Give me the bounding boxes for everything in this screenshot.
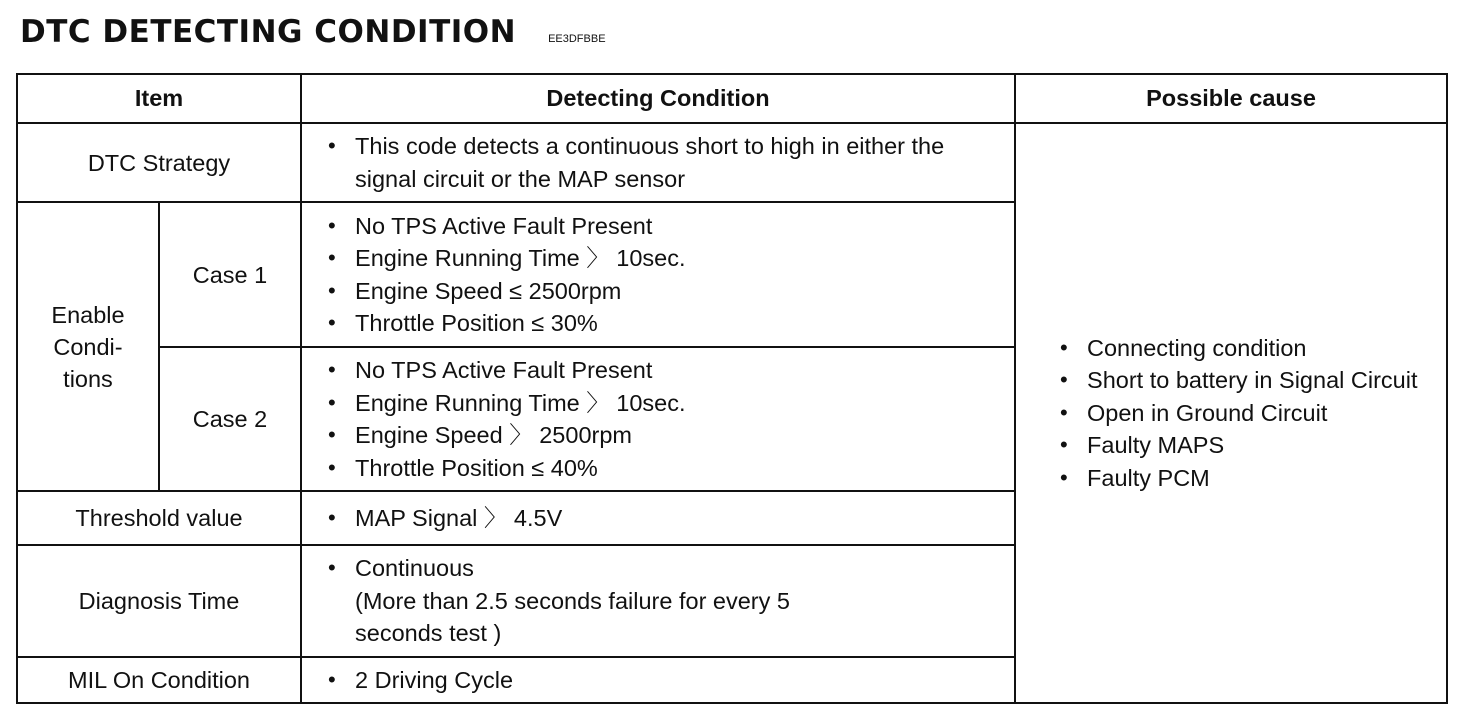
label-case-2: Case 2 xyxy=(159,347,301,491)
cause-item: • Faulty PCM xyxy=(1058,462,1436,495)
label-diagnosis-time: Diagnosis Time xyxy=(17,545,301,657)
condition-note: (More than 2.5 seconds failure for every 5 seconds test ) xyxy=(355,587,790,646)
row-dtc-strategy xyxy=(17,123,1447,202)
condition-item: • Continuous xyxy=(326,552,1004,585)
condition-mil-on xyxy=(301,657,1015,704)
label-mil-on: MIL On Condition xyxy=(17,657,301,704)
document-code: EE3DFBBE xyxy=(548,33,606,45)
label-dtc-strategy: DTC Strategy xyxy=(17,123,301,202)
condition-item: • Engine Speed 〉 2500rpm xyxy=(326,419,1004,452)
condition-threshold xyxy=(301,491,1015,545)
condition-item: • No TPS Active Fault Present xyxy=(326,210,1004,243)
page-title: DTC DETECTING CONDITION xyxy=(20,14,517,50)
condition-item: • No TPS Active Fault Present xyxy=(326,354,1004,387)
enable-label-text: Enable Condi- tions xyxy=(51,301,125,392)
label-enable-conditions xyxy=(17,202,159,491)
cause-item: • Open in Ground Circuit xyxy=(1058,397,1436,430)
header-detecting-condition: Detecting Condition xyxy=(301,74,1015,123)
header-row xyxy=(17,74,1447,123)
cause-item: • Faulty MAPS xyxy=(1058,429,1436,462)
condition-item: • 2 Driving Cycle xyxy=(326,664,1004,697)
condition-case-2 xyxy=(301,347,1015,491)
condition-case-1 xyxy=(301,202,1015,347)
cause-item: • Short to battery in Signal Circuit xyxy=(1058,364,1436,397)
condition-dtc-strategy xyxy=(301,123,1015,202)
label-case-1: Case 1 xyxy=(159,202,301,347)
condition-text: • This code detects a continuous short to high in either the signal circuit or the MAP sensor xyxy=(326,130,1004,195)
header-possible-cause: Possible cause xyxy=(1015,74,1447,123)
header-item: Item xyxy=(17,74,301,123)
condition-diagnosis-time xyxy=(301,545,1015,657)
page-header xyxy=(20,14,606,50)
dtc-table xyxy=(16,73,1448,704)
condition-item: • Engine Running Time 〉 10sec. xyxy=(326,387,1004,420)
condition-item: • Engine Running Time 〉 10sec. xyxy=(326,242,1004,275)
cause-item: • Connecting condition xyxy=(1058,332,1436,365)
label-threshold: Threshold value xyxy=(17,491,301,545)
condition-item: • Throttle Position ≤ 40% xyxy=(326,452,1004,485)
possible-cause-cell xyxy=(1015,123,1447,703)
condition-item: • Engine Speed ≤ 2500rpm xyxy=(326,275,1004,308)
condition-item: • MAP Signal 〉 4.5V xyxy=(326,502,1004,535)
condition-item: • Throttle Position ≤ 30% xyxy=(326,307,1004,340)
